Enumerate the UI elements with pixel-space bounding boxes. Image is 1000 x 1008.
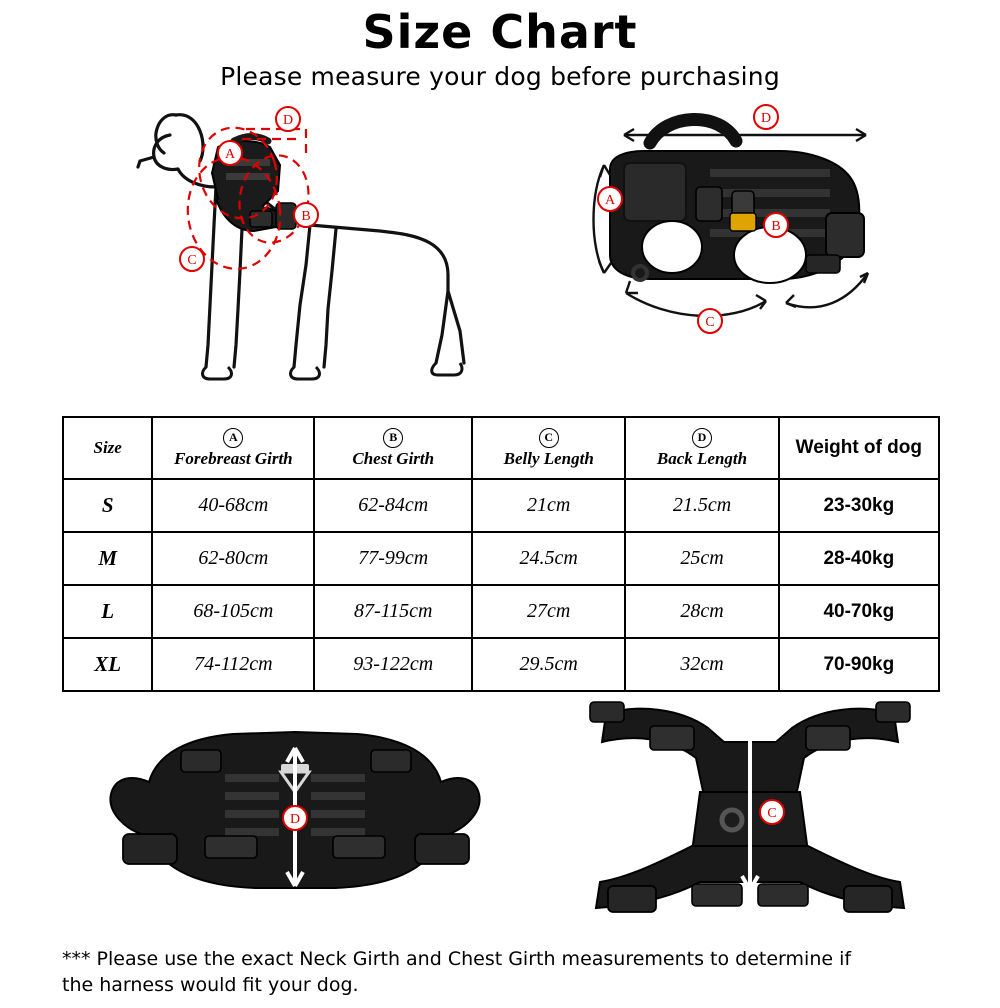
footnote-line-2: the harness would fit your dog.	[62, 974, 359, 996]
table-row	[63, 479, 939, 532]
table-header-row	[63, 417, 939, 479]
cell-belly: 27cm	[472, 585, 625, 638]
cell-chest: 93-122cm	[314, 638, 472, 691]
cell-chest: 62-84cm	[314, 479, 472, 532]
cell-size: M	[63, 532, 152, 585]
cell-chest: 87-115cm	[314, 585, 472, 638]
circle-letter-a: A	[223, 428, 243, 448]
cell-back: 25cm	[625, 532, 778, 585]
size-chart-table	[62, 416, 940, 692]
cell-belly: 24.5cm	[472, 532, 625, 585]
cell-weight: 40-70kg	[779, 585, 939, 638]
cell-size: L	[63, 585, 152, 638]
svg-text:B: B	[301, 209, 311, 225]
col-header-forebreast-girth: A Forebreast Girth	[152, 417, 314, 479]
table-row	[63, 532, 939, 585]
cell-size: S	[63, 479, 152, 532]
table-row	[63, 638, 939, 691]
circle-letter-b: B	[383, 428, 403, 448]
footnote-line-1: *** Please use the exact Neck Girth and Chest Girth measurements to determine if	[62, 948, 852, 970]
harness-top-view-svg	[85, 686, 505, 936]
col-header-belly-length: C Belly Length	[472, 417, 625, 479]
top-illustrations	[0, 95, 1000, 385]
cell-weight: 70-90kg	[779, 638, 939, 691]
footnote	[62, 946, 952, 998]
cell-back: 21.5cm	[625, 479, 778, 532]
cell-weight: 23-30kg	[779, 479, 939, 532]
svg-text:A: A	[224, 147, 236, 163]
cell-forebreast: 40-68cm	[152, 479, 314, 532]
cell-back: 28cm	[625, 585, 778, 638]
page-title: Size Chart	[362, 5, 638, 59]
harness-product-diagram	[580, 95, 920, 385]
col-header-back-length: D Back Length	[625, 417, 778, 479]
table-body	[63, 479, 939, 691]
col-header-size: Size	[63, 417, 152, 479]
svg-text:C: C	[767, 806, 777, 821]
size-chart-table-wrapper	[62, 416, 940, 692]
dog-sketch-svg	[130, 95, 550, 385]
svg-text:B: B	[771, 219, 781, 235]
cell-forebreast: 68-105cm	[152, 585, 314, 638]
svg-text:C: C	[705, 315, 715, 331]
cell-weight: 28-40kg	[779, 532, 939, 585]
circle-letter-c: C	[539, 428, 559, 448]
cell-chest: 77-99cm	[314, 532, 472, 585]
table-row	[63, 585, 939, 638]
svg-text:D: D	[289, 812, 301, 827]
table-header	[63, 417, 939, 479]
circle-letter-d: D	[692, 428, 712, 448]
page-subtitle: Please measure your dog before purchasing	[220, 62, 780, 92]
cell-back: 32cm	[625, 638, 778, 691]
dog-measurement-diagram	[130, 95, 550, 385]
svg-text:D: D	[282, 113, 294, 129]
harness-photo-svg	[580, 95, 920, 385]
cell-forebreast: 62-80cm	[152, 532, 314, 585]
svg-text:A: A	[604, 193, 616, 209]
bottom-illustrations	[0, 686, 1000, 936]
col-header-chest-girth: B Chest Girth	[314, 417, 472, 479]
harness-front-view-svg	[560, 686, 940, 936]
svg-text:D: D	[760, 111, 772, 127]
harness-back-length-diagram	[85, 686, 505, 936]
svg-text:C: C	[187, 253, 197, 269]
cell-forebreast: 74-112cm	[152, 638, 314, 691]
harness-belly-length-diagram	[560, 686, 940, 936]
cell-belly: 29.5cm	[472, 638, 625, 691]
cell-belly: 21cm	[472, 479, 625, 532]
col-header-weight-of-dog: Weight of dog	[779, 417, 939, 479]
cell-size: XL	[63, 638, 152, 691]
